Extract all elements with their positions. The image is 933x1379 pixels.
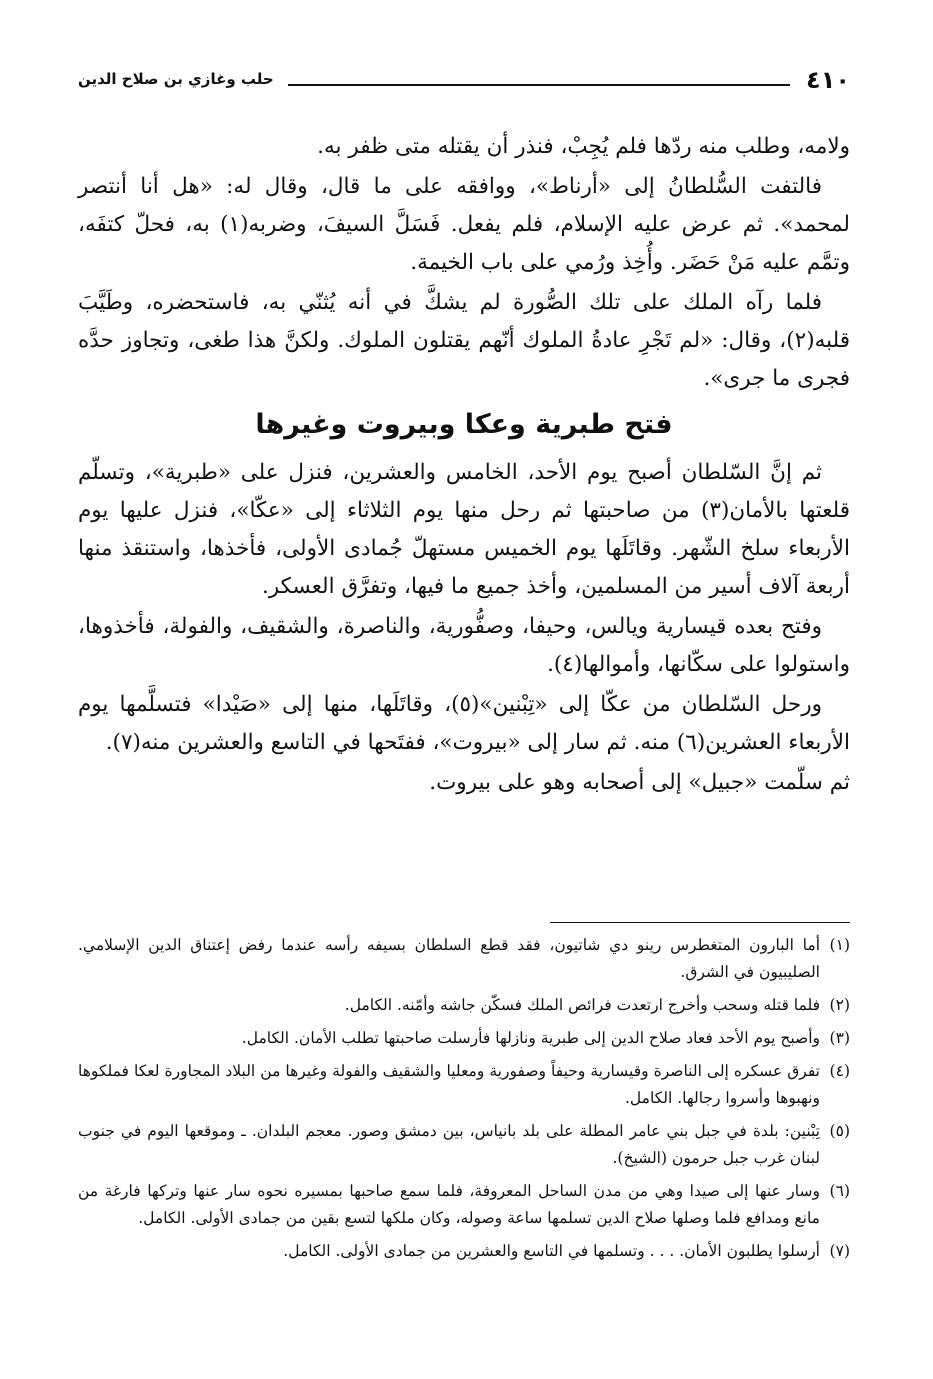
footnote	[78, 1025, 850, 1052]
footnote	[78, 932, 850, 986]
paragraph: ثم إنَّ السّلطان أصبح يوم الأحد، الخامس والعشرين، فنزل على «طبرية»، وتسلّم قلعتها بالأمان(٣) من صاحبتها ثم رحل منها يوم الثلاثاء إلى «عكّا»، فنزل عليها يوم الأربعاء سلخ الشّهر. وقاتَلَها يوم الخميس مستهلّ جُمادى الأولى، فأخذها، واستنقذ منها أربعة آلاف أسير من المسلمين، وأخذ جميع ما فيها، وتفرَّق العسكر.	[78, 460, 850, 599]
footnote-text: أما البارون المتغطرس رينو دي شاتيون، فقد قطع السلطان بسيفه رأسه عندما رفض إعتناق الدين الإسلامي. الصليبيون في الشرق.	[78, 936, 820, 981]
paragraph: ورحل السّلطان من عكّا إلى «تِبْنين»(٥)، وقاتَلَها، منها إلى «صَيْدا» فتسلَّمها يوم الأربعاء العشرين(٦) منه. ثم سار إلى «بيروت»، ففتَحها في التاسع والعشرين منه(٧).	[78, 692, 850, 755]
footnote	[78, 1238, 850, 1265]
footnote-number: (٧)	[829, 1242, 850, 1260]
footnote-separator	[550, 922, 850, 923]
page-header	[78, 66, 850, 100]
footnote-text: أرسلوا يطلبون الأمان. . . . وتسلمها في التاسع والعشرين من جمادى الأولى. الكامل.	[283, 1242, 820, 1260]
footnote-text: تِبْنين: بلدة في جبل بني عامر المطلة على بلد بانياس، بين دمشق وصور. معجم البلدان. ـ وموقعها اليوم في جنوب لبنان غرب جبل حرمون (الشيخ).	[78, 1122, 820, 1167]
footnote	[78, 1058, 850, 1112]
footnote-number: (٤)	[829, 1062, 850, 1080]
book-page	[78, 0, 850, 1379]
footnote-text: وسار عنها إلى صيدا وهي من مدن الساحل المعروفة، فلما سمع صاحبها بمسيره نحوه سار عنها وتركها فارغة من مانع ومدافع فلما وصلها صلاح الدين تسلمها ساعة وصوله، وكان ملكها لتسع بقين من جمادى الأولى. الكامل.	[78, 1182, 820, 1227]
footnote	[78, 992, 850, 1019]
footnote-number: (٦)	[829, 1182, 850, 1200]
footnote-number: (١)	[829, 936, 850, 954]
paragraph: وفتح بعده قيسارية ويالس، وحيفا، وصفُّورية، والناصرة، والشقيف، والفولة، فأخذوها، واستولوا على سكّانها، وأموالها(٤).	[78, 614, 850, 677]
paragraph: ثم سلّمت «جبيل» إلى أصحابه وهو على بيروت.	[429, 770, 850, 795]
footnote-number: (٢)	[829, 996, 850, 1014]
footnote-number: (٣)	[829, 1029, 850, 1047]
footnotes	[78, 932, 850, 1271]
paragraph: ولامه، وطلب منه ردّها فلم يُجِبْ، فنذر أن يقتله متى ظفر به.	[317, 134, 850, 159]
running-title: حلب وغازي بن صلاح الدين	[78, 70, 282, 88]
footnote-text: فلما قتله وسحب وأخرج ارتعدت فرائص الملك فسكّن جاشه وأمّنه. الكامل.	[344, 996, 820, 1014]
section-title: فتح طبرية وعكا وبيروت وغيرها	[255, 409, 673, 440]
footnote	[78, 1118, 850, 1172]
header-rule	[288, 84, 790, 86]
main-text	[78, 128, 850, 804]
paragraph: فلما رآه الملك على تلك الصُّورة لم يشكَّ في أنه يُثنّي به، فاستحضره، وطَيَّبَ قلبه(٢)، وقال: «لم تَجْرِ عادةُ الملوك أنّهم يقتلون الملوك. ولكنَّ هذا طغى، وتجاوز حدَّه فجرى ما جرى».	[78, 290, 850, 391]
footnote-text: وأصبح يوم الأحد فعاد صلاح الدين إلى طبرية ونازلها فأرسلت صاحبتها تطلب الأمان. الكامل.	[241, 1029, 820, 1047]
footnote-number: (٥)	[829, 1122, 850, 1140]
page-number: ٤١٠	[798, 66, 850, 94]
paragraph: فالتفت السُّلطانُ إلى «أرناط»، ووافقه على ما قال، وقال له: «هل أنا أنتصر لمحمد». ثم عرض عليه الإسلام، فلم يفعل. فَسَلَّ السيفَ، وضربه(١) به، فحلّ كتفَه، وتمَّم عليه مَنْ حَضَر. وأُخِذ ورُمي على باب الخيمة.	[78, 174, 850, 275]
footnote	[78, 1178, 850, 1232]
footnote-text: تفرق عسكره إلى الناصرة وقيسارية وحيفاً وصفورية ومعليا والشقيف والفولة وغيرها من البلاد المجاورة لعكا فملكوها ونهبوها وأسروا رجالها. الكامل.	[78, 1062, 820, 1107]
